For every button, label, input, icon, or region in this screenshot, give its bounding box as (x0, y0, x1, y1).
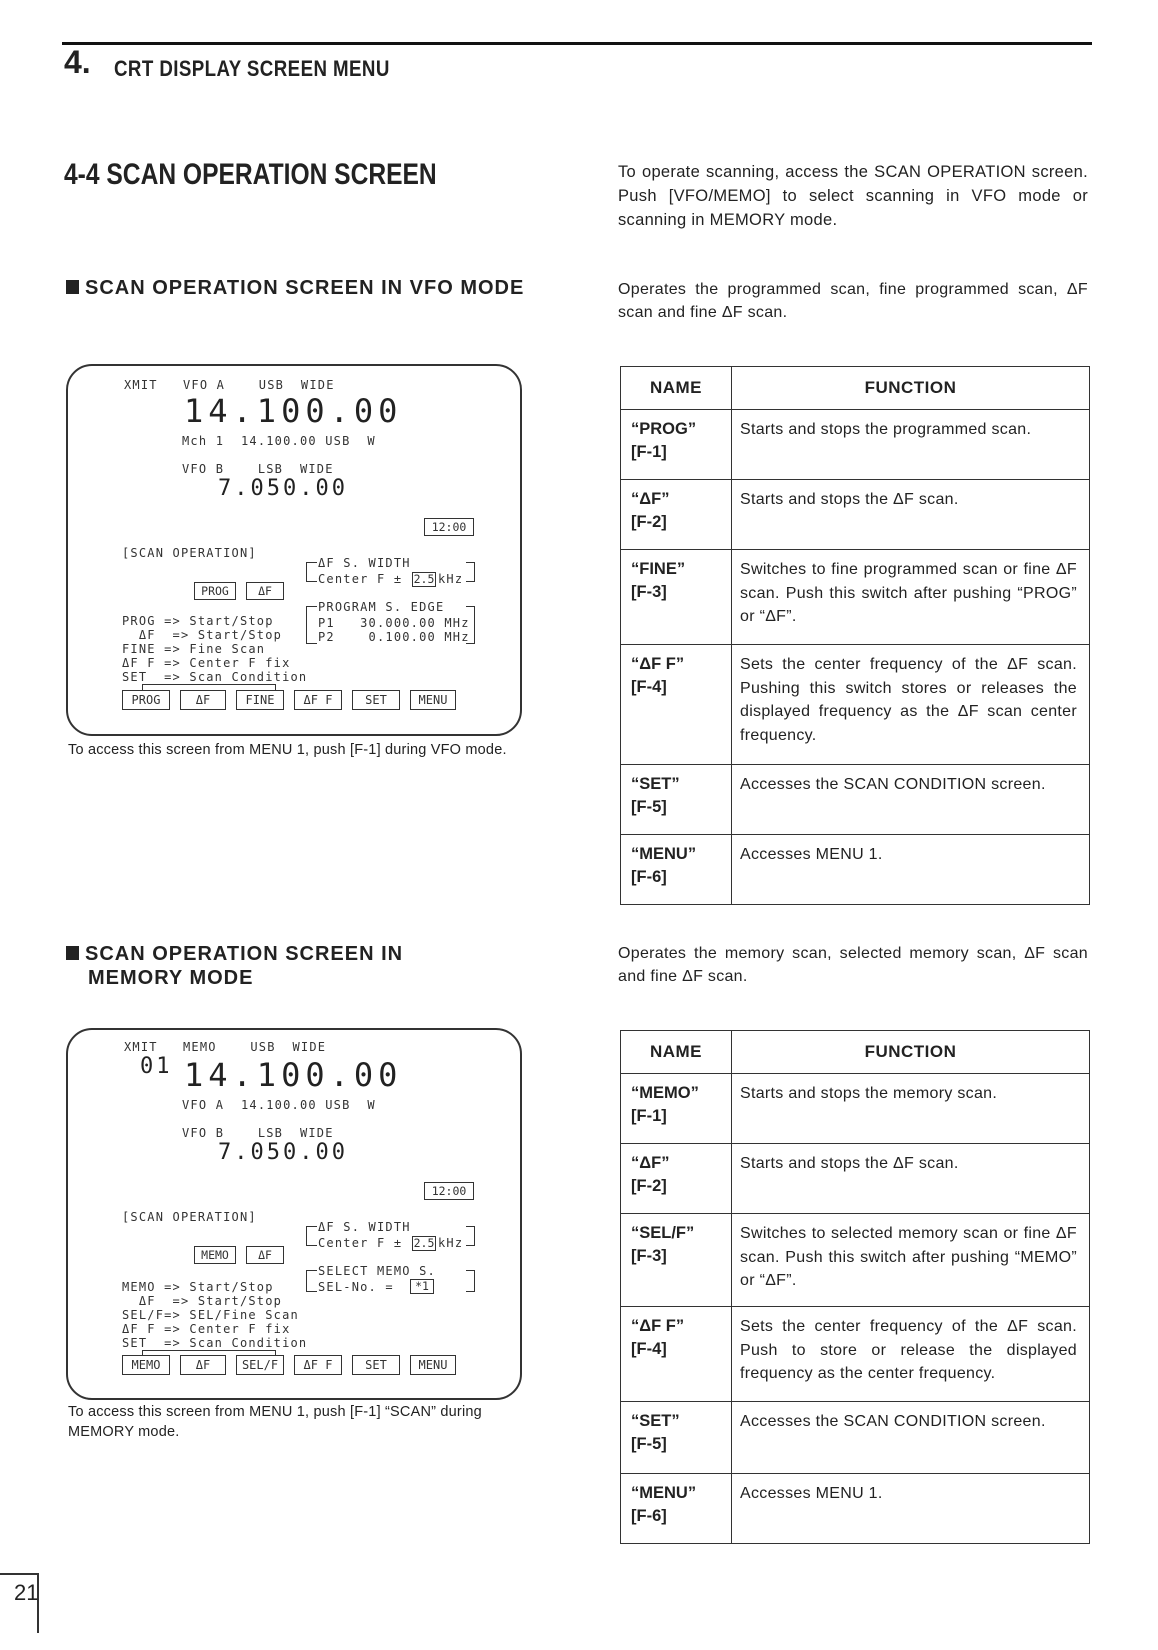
width-bracket (306, 1226, 317, 1246)
row-name: “ΔF F” [F-4] (621, 645, 732, 765)
row-function: Starts and stops the programmed scan. (732, 410, 1090, 480)
width-value: 2.5 (413, 572, 435, 586)
table-header-row (621, 1031, 1090, 1074)
table-row (621, 1144, 1090, 1214)
fkey-f2: ΔF (180, 690, 226, 710)
select-title: SELECT MEMO S. (318, 1264, 436, 1278)
width-value: 2.5 (413, 1236, 435, 1250)
table-row (621, 645, 1090, 765)
fkey-f3: SEL/F (236, 1355, 284, 1375)
row-function: Starts and stops the ΔF scan. (732, 480, 1090, 550)
table-header-name: NAME (621, 1031, 732, 1074)
table-row (621, 1307, 1090, 1402)
table-header-row (621, 367, 1090, 410)
row-function: Switches to selected memory scan or fine ΔF scan. Push this switch after pushing “MEMO” or “ΔF”. (732, 1214, 1090, 1307)
crt-list-item: ΔF F => Center F fix (122, 1322, 291, 1336)
table-row (621, 410, 1090, 480)
fkey-f6: MENU (410, 690, 456, 710)
width-title: ΔF S. WIDTH (318, 556, 411, 570)
table-row (621, 1402, 1090, 1474)
table-row (621, 550, 1090, 645)
fkey-f5: SET (352, 1355, 400, 1375)
row-function: Accesses MENU 1. (732, 835, 1090, 905)
memory-function-table (620, 1030, 1090, 1544)
crt-clock: 12:00 (424, 518, 474, 536)
memory-crt-screen (66, 1028, 522, 1400)
crt-line-2: VFO A 14.100.00 USB W (182, 1098, 376, 1112)
fkey-f1: MEMO (122, 1355, 170, 1375)
crt-clock: 12:00 (424, 1182, 474, 1200)
select-line: SEL-No. = (318, 1280, 403, 1294)
crt-sub-frequency: 7.050.00 (218, 476, 348, 501)
fkey-f6: MENU (410, 1355, 456, 1375)
chapter-number: 4. (64, 44, 91, 80)
table-row (621, 1074, 1090, 1144)
row-function: Sets the center frequency of the ΔF scan. Pushing this switch stores or releases the displayed frequency as the ΔF scan center frequency. (732, 645, 1090, 765)
row-function: Starts and stops the memory scan. (732, 1074, 1090, 1144)
row-name: “MENU” [F-6] (621, 835, 732, 905)
edge-p1: P1 30.000.00 MHz (318, 616, 470, 630)
mode-df-box: ΔF (246, 1246, 284, 1264)
crt-screen-label: [SCAN OPERATION] (122, 546, 257, 560)
crt-status-line: XMIT MEMO USB WIDE (124, 1040, 327, 1054)
memory-fkey-row (122, 1355, 502, 1377)
row-function: Accesses the SCAN CONDITION screen. (732, 1402, 1090, 1474)
vfo-crt-screen (66, 364, 522, 736)
vfo-heading: SCAN OPERATION SCREEN IN VFO MODE (66, 276, 524, 300)
memory-description: Operates the memory scan, selected memory scan, ΔF scan and fine ΔF scan. (618, 945, 1088, 985)
memory-heading: SCAN OPERATION SCREEN IN MEMORY MODE (66, 942, 403, 990)
crt-line-2: Mch 1 14.100.00 USB W (182, 434, 376, 448)
page-number: 21 (14, 1580, 39, 1605)
top-rule (62, 42, 1092, 45)
width-center-label: Center F ± (318, 1236, 403, 1250)
mode-df-box: ΔF (246, 582, 284, 600)
row-function: Sets the center frequency of the ΔF scan. Push to store or release the displayed frequency as the center frequency. (732, 1307, 1090, 1402)
row-name: “SET” [F-5] (621, 1402, 732, 1474)
fkey-f5: SET (352, 690, 400, 710)
crt-list-item: ΔF F => Center F fix (122, 656, 291, 670)
crt-main-frequency: 14.100.00 (184, 1056, 403, 1094)
mode-memo-box: MEMO (194, 1246, 236, 1264)
table-row (621, 1474, 1090, 1544)
row-function: Switches to fine programmed scan or fine ΔF scan. Push this switch after pushing “PROG” or “ΔF”. (732, 550, 1090, 645)
memory-caption: To access this screen from MENU 1, push [F-1] “SCAN” during MEMORY mode. (68, 1404, 482, 1440)
crt-list-item: ΔF => Start/Stop (122, 628, 283, 642)
row-name: “SEL/F” [F-3] (621, 1214, 732, 1307)
crt-list-item: ΔF => Start/Stop (122, 1294, 283, 1308)
crt-list-item: PROG => Start/Stop (122, 614, 274, 628)
row-function: Starts and stops the ΔF scan. (732, 1144, 1090, 1214)
edge-bracket (306, 606, 317, 644)
fkey-f1: PROG (122, 690, 170, 710)
vfo-caption: To access this screen from MENU 1, push [F-1] during VFO mode. (68, 742, 507, 758)
vfo-function-table (620, 366, 1090, 905)
row-name: “ΔF” [F-2] (621, 480, 732, 550)
crt-line-3: VFO B LSB WIDE (182, 1126, 334, 1140)
vfo-fkey-row (122, 690, 502, 712)
table-row (621, 835, 1090, 905)
row-name: “MEMO” [F-1] (621, 1074, 732, 1144)
edge-p2: P2 0.100.00 MHz (318, 630, 470, 644)
select-value: *1 (410, 1279, 434, 1294)
mode-prog-box: PROG (194, 582, 236, 600)
row-function: Accesses the SCAN CONDITION screen. (732, 765, 1090, 835)
crt-list-item: MEMO => Start/Stop (122, 1280, 274, 1294)
row-name: “ΔF F” [F-4] (621, 1307, 732, 1402)
crt-sub-frequency: 7.050.00 (218, 1140, 348, 1165)
crt-status-line: XMIT VFO A USB WIDE (124, 378, 335, 392)
bullet-square-icon (66, 946, 79, 960)
row-name: “SET” [F-5] (621, 765, 732, 835)
section-title: 4-4 SCAN OPERATION SCREEN (64, 158, 437, 191)
fkey-f3: FINE (236, 690, 284, 710)
crt-list-item: SET => Scan Condition (122, 670, 308, 684)
crt-screen-label: [SCAN OPERATION] (122, 1210, 257, 1224)
row-function: Accesses MENU 1. (732, 1474, 1090, 1544)
select-bracket (306, 1270, 317, 1292)
width-bracket-right (466, 562, 475, 582)
crt-line-3: VFO B LSB WIDE (182, 462, 334, 476)
table-row (621, 765, 1090, 835)
page-number-rule (0, 1573, 38, 1575)
width-unit: kHz (438, 1236, 464, 1250)
fkey-f4: ΔF F (294, 690, 342, 710)
width-bracket-right (466, 1226, 475, 1246)
select-bracket-right (466, 1270, 475, 1292)
crt-memory-channel: 01 (140, 1054, 173, 1079)
vfo-description: Operates the programmed scan, fine programmed scan, ΔF scan and fine ΔF scan. (618, 281, 1088, 321)
edge-title: PROGRAM S. EDGE (318, 600, 445, 614)
width-title: ΔF S. WIDTH (318, 1220, 411, 1234)
row-name: “FINE” [F-3] (621, 550, 732, 645)
row-name: “MENU” [F-6] (621, 1474, 732, 1544)
chapter-title: CRT DISPLAY SCREEN MENU (114, 56, 390, 81)
crt-list-item: SEL/F=> SEL/Fine Scan (122, 1308, 299, 1322)
bullet-square-icon (66, 280, 79, 294)
width-bracket (306, 562, 317, 582)
fkey-f2: ΔF (180, 1355, 226, 1375)
crt-list-item: FINE => Fine Scan (122, 642, 266, 656)
table-header-name: NAME (621, 367, 732, 410)
table-row (621, 480, 1090, 550)
row-name: “ΔF” [F-2] (621, 1144, 732, 1214)
fkey-f4: ΔF F (294, 1355, 342, 1375)
table-header-function: FUNCTION (732, 367, 1090, 410)
table-header-function: FUNCTION (732, 1031, 1090, 1074)
table-row (621, 1214, 1090, 1307)
intro-text: To operate scanning, access the SCAN OPERATION screen. Push [VFO/MEMO] to select scanning in VFO mode or scanning in MEMORY mode. (618, 163, 1088, 229)
width-center-label: Center F ± (318, 572, 403, 586)
crt-main-frequency: 14.100.00 (184, 392, 403, 430)
width-unit: kHz (438, 572, 464, 586)
row-name: “PROG” [F-1] (621, 410, 732, 480)
crt-list-item: SET => Scan Condition (122, 1336, 308, 1350)
